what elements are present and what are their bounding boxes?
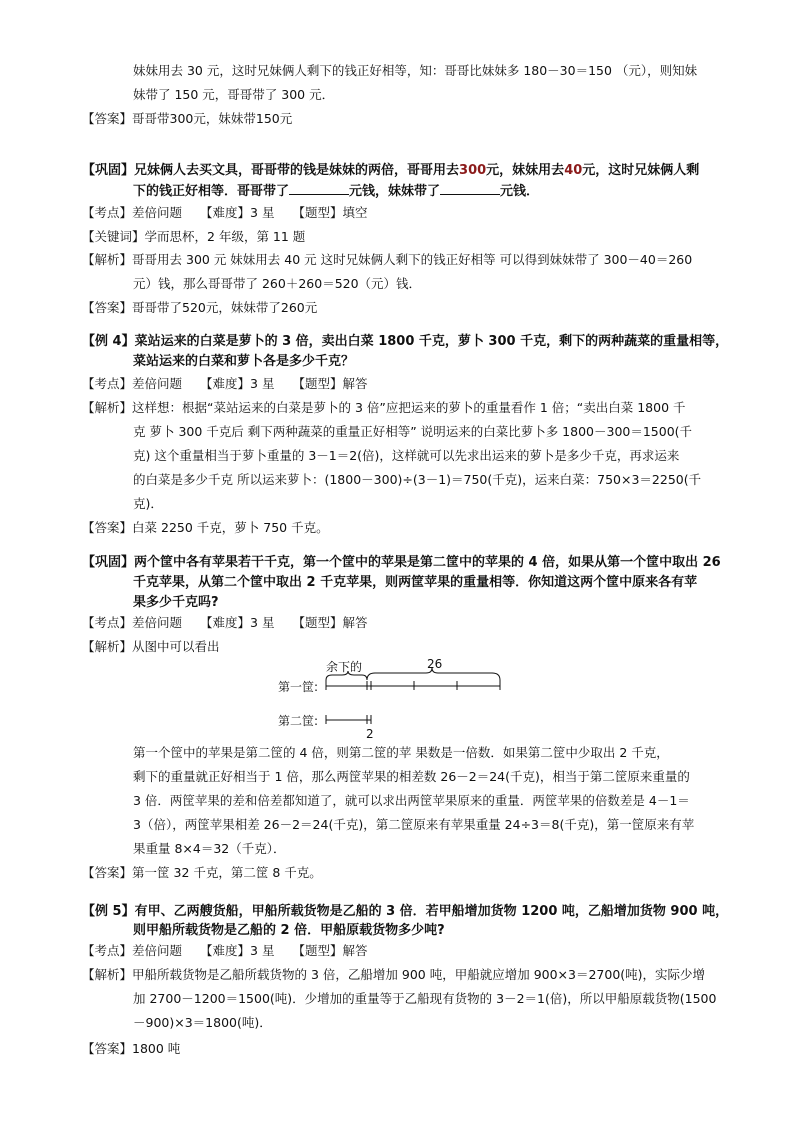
li4-question-line-2: 菜站运来的白菜和萝卜各是多少千克？ — [133, 354, 355, 369]
gonggu1-analysis-line-1 — [82, 250, 772, 270]
answer-label: 【答案】 — [82, 111, 133, 126]
answer-text: 哥哥带300元，妹妹带150元 — [132, 111, 293, 126]
nandu-value: 3 星 — [250, 615, 275, 630]
answer-label: 【答案】 — [82, 865, 133, 880]
answer-blank[interactable] — [440, 181, 500, 195]
label-remain: 余下的 — [326, 660, 363, 674]
li5-analysis-line-1 — [82, 965, 772, 985]
analysis-label: 【解析】 — [82, 252, 133, 267]
tixing-label: 【题型】 — [292, 376, 343, 391]
answer-text: 哥哥带了520元，妹妹带了260元 — [132, 300, 318, 315]
gonggu2-analysis-line-5: 果重量 8×4＝32（千克）． — [133, 841, 286, 856]
li4-meta — [82, 374, 772, 394]
kaodian-value: 差倍问题 — [132, 376, 183, 391]
answer-text: 第一筐 32 千克，第二筐 8 千克。 — [132, 865, 322, 880]
label-basket-2: 第二筐: — [278, 714, 319, 728]
kaodian-label: 【考点】 — [82, 615, 133, 630]
li5-meta — [82, 941, 772, 961]
answer-blank[interactable] — [289, 181, 349, 195]
label-26: 26 — [427, 657, 443, 671]
li5-question-line-1 — [82, 902, 772, 922]
question-text: 元钱，妹妹带了 — [349, 184, 441, 199]
question-text: 兄妹俩人去买文具，哥哥带的钱是妹妹的两倍，哥哥用去 — [134, 163, 460, 178]
gonggu1-meta — [82, 203, 772, 223]
analysis-text: 从图中可以看出 — [132, 639, 220, 654]
gonggu1-keywords — [82, 227, 772, 247]
li4-analysis-line-5: 克)． — [133, 496, 163, 511]
tixing-label: 【题型】 — [292, 205, 343, 220]
kaodian-value: 差倍问题 — [132, 615, 183, 630]
gonggu2-analysis-line-3: 3 倍．两筐苹果的差和倍差都知道了，就可以求出两筐苹果原来的重量．两筐苹果的倍数差是 4－1＝ — [133, 793, 690, 808]
li4-analysis-line-3: 克) 这个重量相当于萝卜重量的 3－1＝2(倍)，这样就可以先求出运来的萝卜是多少千克，再求运来 — [133, 448, 680, 463]
tixing-value: 解答 — [342, 376, 368, 391]
kaodian-label: 【考点】 — [82, 205, 133, 220]
keywords-value: 学而思杯，2 年级，第 11 题 — [144, 229, 306, 244]
analysis-text: 哥哥用去 300 元 妹妹用去 40 元 这时兄妹俩人剩下的钱正好相等 可以得到妹妹带了 300－40＝260 — [132, 252, 693, 267]
li5-analysis-line-3: －900)×3＝1800(吨)． — [133, 1015, 272, 1030]
question-label: 【巩固】 — [82, 555, 135, 570]
kaodian-value: 差倍问题 — [132, 943, 183, 958]
li5-answer — [82, 1039, 772, 1059]
analysis-text: 这样想：根据“菜站运来的白菜是萝卜的 3 倍”应把运来的萝卜的重量看作 1 倍；“卖出白菜 1800 千 — [132, 400, 686, 415]
gonggu1-analysis-line-2: 元）钱，那么哥哥带了 260＋260＝520（元）钱． — [133, 276, 422, 291]
answer-text: 1800 吨 — [132, 1041, 181, 1056]
keywords-label: 【关键词】 — [82, 229, 145, 244]
question-text: 两个筐中各有苹果若干千克，第一个筐中的苹果是第二筐中的苹果的 4 倍，如果从第一个筐中取出 26 — [134, 555, 721, 570]
tixing-value: 解答 — [342, 615, 368, 630]
analysis-label: 【解析】 — [82, 639, 133, 654]
question-text: 元钱． — [500, 184, 540, 199]
gonggu2-answer — [82, 863, 772, 883]
kaodian-label: 【考点】 — [82, 943, 133, 958]
gonggu2-analysis-line-2: 剩下的重量就正好相当于 1 倍，那么两筐苹果的相差数 26－2＝24(千克)，相当于第二筐原来重量的 — [133, 769, 690, 784]
li4-analysis-line-4: 的白菜是多少千克 所以运来萝卜：(1800－300)÷(3－1)＝750(千克)，运来白菜：750×3＝2250(千 — [133, 472, 702, 487]
li5-question-line-2: 则甲船所载货物是乙船的 2 倍．甲船原载货物多少吨? — [133, 923, 445, 938]
nandu-label: 【难度】 — [200, 943, 251, 958]
nandu-label: 【难度】 — [200, 615, 251, 630]
answer-text: 白菜 2250 千克，萝卜 750 千克。 — [132, 520, 329, 535]
gonggu2-analysis-line-1: 第一个筐中的苹果是第二筐的 4 倍，则第二筐的苹 果数是一倍数．如果第二筐中少取出 2 千克， — [133, 745, 669, 760]
li4-analysis-line-1 — [82, 398, 772, 418]
label-2: 2 — [366, 727, 374, 740]
question-number: 300 — [459, 163, 487, 178]
gonggu2-question-line-2: 千克苹果，从第二个筐中取出 2 千克苹果，则两筐苹果的重量相等．你知道这两个筐中原来各有苹 — [133, 575, 698, 590]
nandu-label: 【难度】 — [200, 205, 251, 220]
analysis-label: 【解析】 — [82, 400, 133, 415]
question-number: 40 — [564, 163, 583, 178]
basket-diagram — [278, 654, 518, 740]
analysis-text: 甲船所载货物是乙船所载货物的 3 倍，乙船增加 900 吨，甲船就应增加 900×3＝2700(吨)，实际少增 — [132, 967, 706, 982]
answer-label: 【答案】 — [82, 300, 133, 315]
li4-question-line-1 — [82, 332, 772, 352]
kaodian-label: 【考点】 — [82, 376, 133, 391]
li5-analysis-line-2: 加 2700－1200＝1500(吨)．少增加的重量等于乙船现有货物的 3－2＝1(倍)，所以甲船原载货物(1500 — [133, 991, 717, 1006]
gonggu2-question-line-3: 果多少千克吗? — [133, 595, 219, 610]
nandu-value: 3 星 — [250, 943, 275, 958]
answer-label: 【答案】 — [82, 1041, 133, 1056]
tixing-label: 【题型】 — [292, 615, 343, 630]
top-answer — [82, 109, 772, 129]
gonggu2-meta — [82, 613, 772, 633]
tixing-value: 填空 — [342, 205, 368, 220]
question-label: 【巩固】 — [82, 163, 135, 178]
question-text: 菜站运来的白菜是萝卜的 3 倍，卖出白菜 1800 千克，萝卜 300 千克，剩下的两种蔬菜的重量相等， — [134, 334, 729, 349]
label-basket-1: 第一筐: — [278, 680, 319, 694]
nandu-value: 3 星 — [250, 376, 275, 391]
question-label: 【例 4】 — [82, 334, 135, 349]
tixing-label: 【题型】 — [292, 943, 343, 958]
nandu-value: 3 星 — [250, 205, 275, 220]
top-text-line-2: 妹带了 150 元，哥哥带了 300 元． — [133, 87, 335, 102]
nandu-label: 【难度】 — [200, 376, 251, 391]
gonggu2-question-line-1 — [82, 553, 772, 573]
question-text: 元，妹妹用去 — [486, 163, 565, 178]
answer-label: 【答案】 — [82, 520, 133, 535]
gonggu1-answer — [82, 298, 772, 318]
li4-analysis-line-2: 克 萝卜 300 千克后 剩下两种蔬菜的重量正好相等” 说明运来的白菜比萝卜多 1800－300＝1500(千 — [133, 424, 693, 439]
tixing-value: 解答 — [342, 943, 368, 958]
analysis-label: 【解析】 — [82, 967, 133, 982]
question-text: 下的钱正好相等．哥哥带了 — [133, 184, 290, 199]
li4-answer — [82, 518, 772, 538]
question-label: 【例 5】 — [82, 904, 135, 919]
gonggu1-question-line-2 — [133, 181, 773, 202]
gonggu2-analysis-line-4: 3（倍），两筐苹果相差 26－2＝24(千克)，第二筐原来有苹果重量 24÷3＝8(千克)，第一筐原来有苹 — [133, 817, 695, 832]
top-text-line-1: 妹妹用去 30 元，这时兄妹俩人剩下的钱正好相等，知：哥哥比妹妹多 180－30＝150 （元），则知妹 — [133, 63, 698, 78]
kaodian-value: 差倍问题 — [132, 205, 183, 220]
question-text: 有甲、乙两艘货船，甲船所载货物是乙船的 3 倍．若甲船增加货物 1200 吨，乙船增加货物 900 吨， — [134, 904, 729, 919]
question-text: 元，这时兄妹俩人剩 — [582, 163, 700, 178]
gonggu1-question-line-1 — [82, 161, 772, 181]
